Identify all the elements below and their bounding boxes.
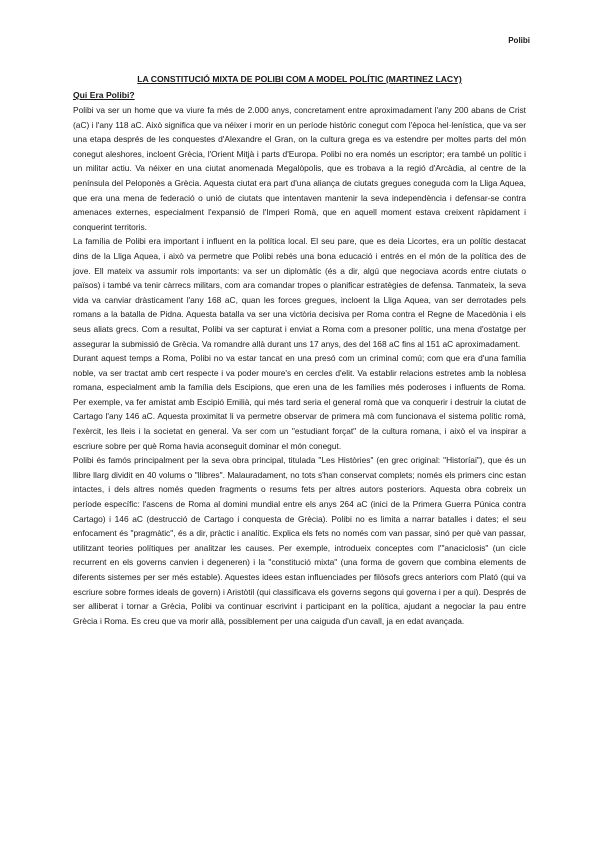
document-title: LA CONSTITUCIÓ MIXTA DE POLIBI COM A MODEL POLÍTIC (MARTINEZ LACY) [137,74,462,84]
paragraph: Polibi és famós principalment per la seva obra principal, titulada "Les Històries" (en grec original: "Historíai"), que és un llibre llarg dividit en 40 volums o "llibres". Malauradament, no tots s'han conservat complets; només els primers cinc estan intactes, i dels altres només queden fragments o resums fets per altres autors posteriors. Aquesta obra cobreix un període específic: l'ascens de Roma al domini mundial entre els anys 264 aC (inici de la Primera Guerra Púnica contra Cartago) i 146 aC (destrucció de Cartago i conquesta de Grècia). Polibi no es limita a narrar batalles i dates; el seu enfocament és "pragmàtic", és a dir, pràctic i analític. Explica els fets no només com van passar, sinó per què van passar, utilitzant teories polítiques per analitzar les causes. Per exemple, introdueix conceptes com l'"anaciclosis" (un cicle recurrent en els governs canvien i degeneren) i la "constitució mixta" (una forma de govern que combina elements de diferents sistemes per ser més estable). Aquestes idees estan influenciades per filòsofs grecs anteriors com Plató (qui va escriure sobre formes ideals de govern) i Aristòtil (qui classificava els governs segons qui governa i per a qui). Després de ser alliberat i tornar a Grècia, Polibi va continuar escrivint i participant en la política, ajudant a negociar la pau entre Grècia i Roma. Es creu que va morir allà, possiblement per una caiguda d'un cavall, ja en edat avançada. [73,455,526,626]
document-body [73,73,526,628]
running-header: Polibi [508,36,530,45]
paragraph: La família de Polibi era important i influent en la política local. El seu pare, que es deia Licortes, era un polític destacat dins de la Lliga Aquea, i això va permetre que Polibi rebés una bona educació i entrés en el món de la política des de jove. Ell mateix va assumir rols importants: va ser un diplomàtic (és a dir, algú que negociava acords entre ciutats o països) i també va tenir càrrecs militars, com ara comandar tropes o planificar estratègies de defensa. Tanmateix, la seva vida va canviar dràsticament l'any 168 aC, quan les forces gregues, incloent la Lliga Aquea, van ser derrotades pels romans a la batalla de Pidna. Aquesta batalla va ser una victòria decisiva per Roma contra el Regne de Macedònia i els seus aliats grecs. Com a resultat, Polibi va ser capturat i enviat a Roma com a presoner polític, una mena d'ostatge per assegurar la submissió de Grècia. Va romandre allà durant uns 17 anys, des del 168 aC fins al 151 aC aproximadament. [73,236,526,349]
section-heading: Qui Era Polibi? [73,90,135,100]
paragraph: Durant aquest temps a Roma, Polibi no va estar tancat en una presó com un criminal comú; com que era d'una família noble, va ser tractat amb cert respecte i va poder moure's en cercles d'elit. Va establir relacions estretes amb la noblesa romana, especialment amb la família dels Escipions, que eren una de les famílies més poderoses i influents de Roma. Per exemple, va fer amistat amb Escipió Emilià, qui més tard seria el general romà que va conquerir i destruir la ciutat de Cartago l'any 146 aC. Aquesta proximitat li va permetre observar de primera mà com funcionava el sistema polític romà, l'exèrcit, les lleis i la societat en general. Va ser com un "estudiant forçat" de la cultura romana, i això el va inspirar a escriure sobre per què Roma havia aconseguit dominar el món conegut. [73,353,526,451]
paragraph: Polibi va ser un home que va viure fa més de 2.000 anys, concretament entre aproximadament l'any 200 abans de Crist (aC) i l'any 118 aC. Això significa que va néixer i morir en un període històric conegut com l'època hel·lenística, que va ser una etapa després de les conquestes d'Alexandre el Gran, on la cultura grega es va estendre per moltes parts del món conegut aleshores, incloent Grècia, l'Orient Mitjà i parts d'Europa. Polibi no era només un escriptor; era també un polític i un militar actiu. Va néixer en una ciutat anomenada Megalòpolis, que es trobava a la regió d'Arcàdia, al centre de la península del Peloponès a Grècia. Aquesta ciutat era part d'una aliança de ciutats gregues coneguda com la Lliga Aquea, que era una mena de federació o unió de ciutats que intentaven mantenir la seva independència i defensar-se contra amenaces externes, especialment l'expansió de l'Imperi Romà, que en aquell moment estava creixent ràpidament i conquerint territoris. [73,105,526,232]
